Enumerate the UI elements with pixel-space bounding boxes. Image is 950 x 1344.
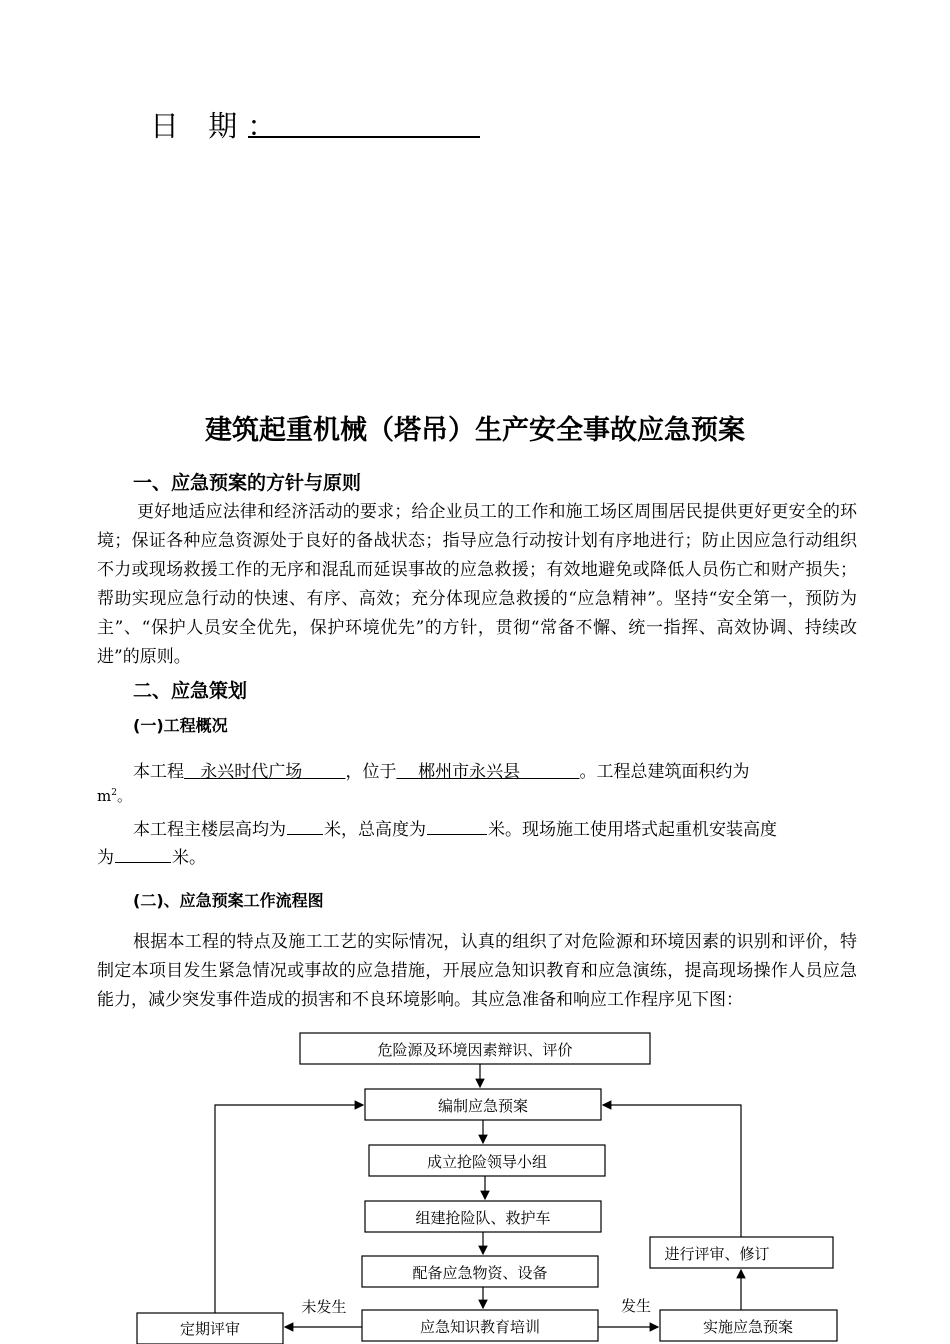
flow-text-implement: 实施应急预案 — [702, 1318, 794, 1336]
flow-label-occurred: 发生 — [620, 1297, 652, 1315]
flow-arrow-review-loop — [215, 1105, 363, 1313]
total-height-text: 米，总高度为 — [324, 820, 426, 840]
date-label: 日 期： — [150, 109, 287, 143]
flow-text-review-revise: 进行评审、修订 — [664, 1245, 770, 1263]
area-unit: m — [97, 787, 112, 805]
flow-label-not-occurred: 未发生 — [301, 1298, 347, 1316]
project-location: 郴州市永兴县 — [418, 762, 521, 782]
area-unit-end: 。 — [116, 787, 132, 805]
area-unit-sup: 2 — [111, 788, 117, 798]
flow-text-leadership: 成立抢险领导小组 — [426, 1153, 548, 1171]
crane-height-prefix: 为 — [97, 848, 114, 868]
floor-height-text: 本工程主楼层高均为 — [133, 820, 286, 840]
flow-text-equipment: 配备应急物资、设备 — [412, 1264, 548, 1282]
project-name: 永兴时代广场 — [200, 762, 303, 782]
section1-heading: 一、应急预案的方针与原则 — [133, 472, 362, 494]
subsection2-heading: (二)、应急预案工作流程图 — [133, 891, 324, 910]
overview-text-c: 。工程总建筑面积约为 — [579, 762, 750, 782]
flow-arrow-revise-loop — [603, 1105, 741, 1237]
flow-text-periodic-review: 定期评审 — [179, 1320, 241, 1338]
section2-heading: 二、应急策划 — [133, 680, 248, 702]
crane-height-text: 米。现场施工使用塔式起重机安装高度 — [488, 820, 777, 840]
overview-text-b: ，位于 — [345, 762, 397, 782]
flow-text-hazard: 危险源及环境因素辩识、评价 — [377, 1041, 573, 1059]
section1-body: 更好地适应法律和经济活动的要求；给企业员工的工作和施工场区周围居民提供更好更安全的环境；保证各种应急资源处于良好的备战状态；指导应急行动按计划有序地进行；防止因应急行动组织不力或现场救援工作的无序和混乱而延误事故的应急救援；有效地避免或降低人员伤亡和财产损失；帮助实现应急行动的快速、有序、高效；充分体现应急救援的“应急精神”。坚持“安全第一，预防为主”、“保护人员安全优先，保护环境优先”的方针，贯彻“常备不懈、统一指挥、高效协调、持续改进”的原则。 — [97, 502, 857, 667]
subsection2-body: 根据本工程的特点及施工工艺的实际情况，认真的组织了对危险源和环境因素的识别和评价，特制定本项目发生紧急情况或事故的应急措施，开展应急知识教育和应急演练，提高现场操作人员应急能力，减少突发事件造成的损害和不良环境影响。其应急准备和响应工作程序见下图： — [97, 932, 857, 1010]
crane-height-unit: 米。 — [172, 848, 206, 868]
document-title: 建筑起重机械（塔吊）生产安全事故应急预案 — [205, 415, 745, 446]
overview-text-a: 本工程 — [133, 762, 184, 782]
flow-text-rescue: 组建抢险队、救护车 — [415, 1209, 551, 1227]
subsection1-heading: (一)工程概况 — [133, 716, 228, 735]
flow-text-training: 应急知识教育培训 — [419, 1318, 541, 1336]
flow-text-prepare: 编制应急预案 — [437, 1097, 529, 1115]
